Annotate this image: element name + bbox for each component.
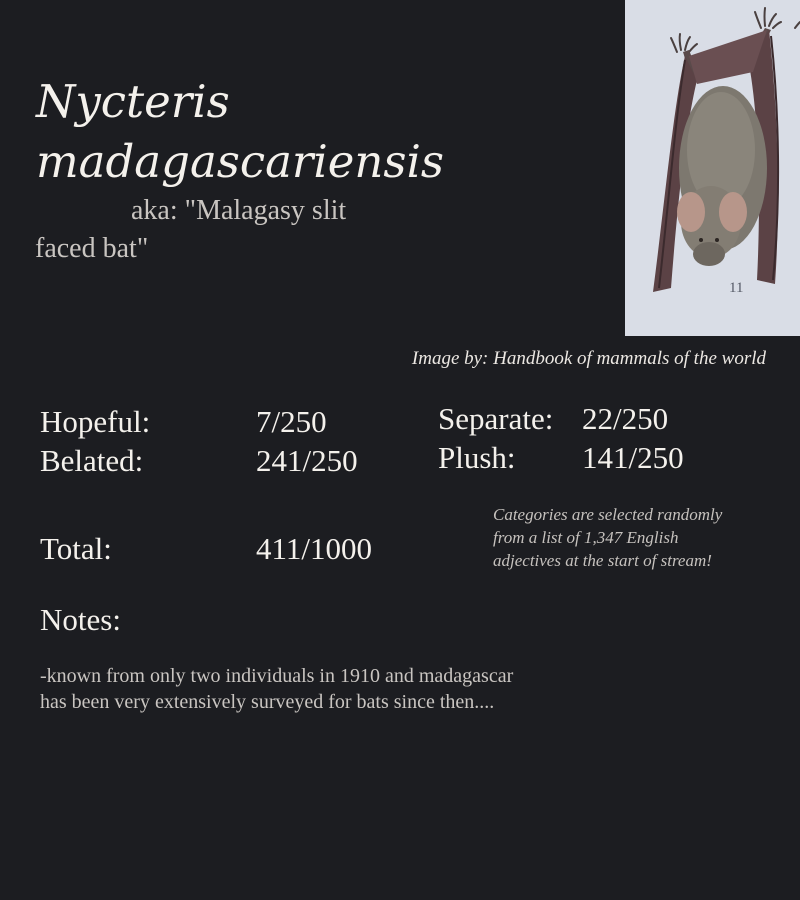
bat-illustration (625, 0, 800, 336)
plush-score: 141/250 (582, 440, 684, 475)
hopeful-score: 7/250 (256, 404, 327, 439)
category-disclaimer: Categories are selected randomly from a list of 1,347 English adjectives at the start of stream! (493, 505, 723, 570)
plate-number: 11 (729, 280, 744, 296)
hopeful-label: Hopeful: (40, 404, 151, 439)
total-score: 411/1000 (256, 531, 372, 566)
species-name: Nycteris madagascariensis (36, 75, 444, 188)
plush-label: Plush: (438, 440, 516, 475)
notes-text: -known from only two individuals in 1910 and madagascar has been very extensively surveyed for bats since then.... (40, 665, 514, 713)
belated-score: 241/250 (256, 443, 358, 478)
image-credit: Image by: Handbook of mammals of the world (411, 348, 766, 369)
separate-label: Separate: (438, 401, 554, 436)
belated-label: Belated: (40, 443, 144, 478)
separate-score: 22/250 (582, 401, 669, 436)
common-name: aka: "Malagasy slit faced bat" (35, 195, 347, 264)
bat-drawing (625, 0, 800, 336)
total-label: Total: (40, 531, 112, 566)
notes-heading: Notes: (40, 602, 121, 637)
